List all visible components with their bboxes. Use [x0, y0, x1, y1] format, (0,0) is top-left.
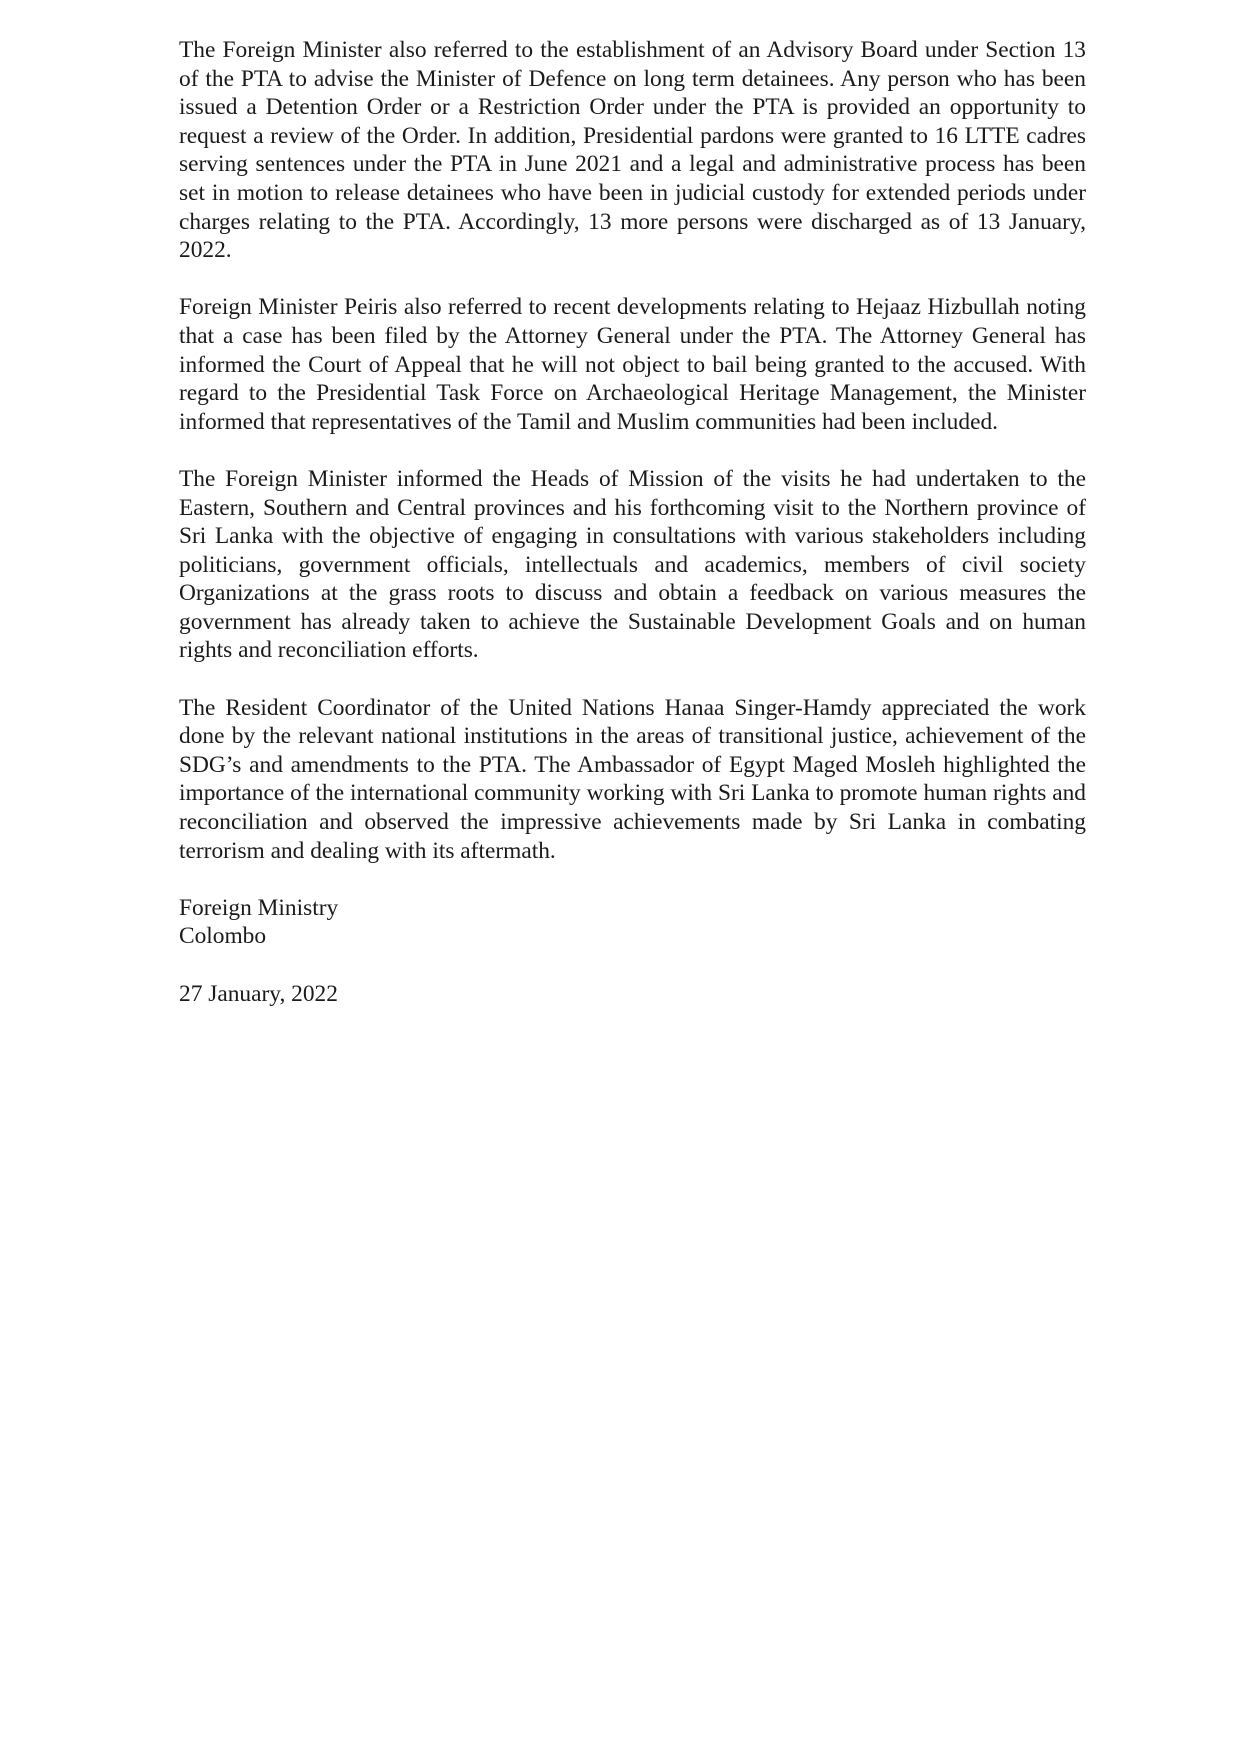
paragraph-provincial-visits: The Foreign Minister informed the Heads of Mission of the visits he had undertaken to the Eastern, Southern and Central provinces and his forthcoming visit to the Northern province of Sri Lanka with the objective of engaging in consultations with various stakeholders including politicians, government officials, intellectuals and academics, members of civil society Organizations at the grass roots to discuss and obtain a feedback on various measures the government has already taken to achieve the Sustainable Development Goals and on human rights and reconciliation efforts.: [179, 465, 1086, 664]
paragraph-un-resident-coordinator: The Resident Coordinator of the United Nations Hanaa Singer-Hamdy appreciated the work done by the relevant national institutions in the areas of transitional justice, achievement of the SDG’s and amendments to the PTA. The Ambassador of Egypt Maged Mosleh highlighted the importance of the international community working with Sri Lanka to promote human rights and reconciliation and observed the impressive achievements made by Sri Lanka in combating terrorism and dealing with its aftermath.: [179, 694, 1086, 864]
signoff-organization: Foreign Ministry: [179, 894, 339, 921]
paragraph-pta-advisory-board: The Foreign Minister also referred to the establishment of an Advisory Board under Section 13 of the PTA to advise the Minister of Defence on long term detainees. Any person who has been issued a Detention Order or a Restriction Order under the PTA is provided an opportunity to request a review of the Order. In addition, Presidential pardons were granted to 16 LTTE cadres serving sentences under the PTA in June 2021 and a legal and administrative process has been set in motion to release detainees who have been in judicial custody for extended periods under charges relating to the PTA. Accordingly, 13 more persons were discharged as of 13 January, 2022.: [179, 37, 1086, 264]
document-date: 27 January, 2022: [179, 980, 338, 1007]
paragraph-hejaaz-hizbullah: Foreign Minister Peiris also referred to recent developments relating to Hejaaz Hizbullah noting that a case has been filed by the Attorney General under the PTA. The Attorney General has informed the Court of Appeal that he will not object to bail being granted to the accused. With regard to the Presidential Task Force on Archaeological Heritage Management, the Minister informed that representatives of the Tamil and Muslim communities had been included.: [179, 294, 1086, 435]
document-body: [179, 36, 1086, 1008]
signoff-block: [179, 894, 1086, 951]
signoff-city: Colombo: [179, 923, 267, 950]
